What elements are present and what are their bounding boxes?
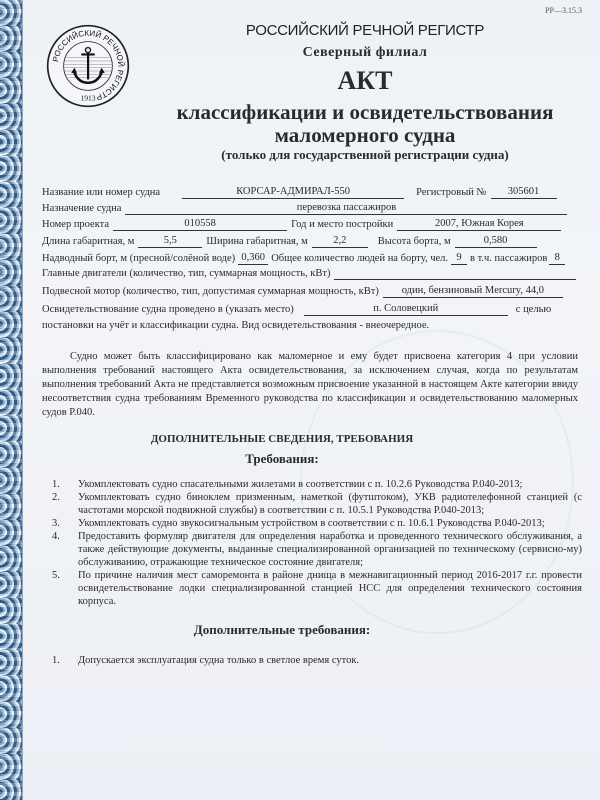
length-label: Длина габаритная, м — [42, 236, 135, 247]
extra-requirement-item — [52, 654, 582, 667]
requirement-number: 5. — [52, 570, 60, 581]
people-on-board-label: Общее количество людей на борту, чел. — [271, 253, 449, 264]
freeboard-value: 0,360 — [238, 252, 268, 265]
document-code: РР—3.15.3 — [545, 6, 582, 15]
passengers-value: 8 — [549, 252, 565, 265]
additional-info-heading: ДОПОЛНИТЕЛЬНЫЕ СВЕДЕНИЯ, ТРЕБОВАНИЯ — [150, 433, 414, 445]
project-number-value: 010558 — [113, 218, 287, 231]
people-on-board-value: 9 — [451, 252, 467, 265]
branch-name: Северный филиал — [302, 45, 428, 60]
width-value: 2,2 — [312, 235, 368, 248]
requirements-list — [52, 478, 582, 608]
requirement-text: Укомплектовать судно спасательными жилетами в соответствии с п. 10.2.6 Руководства Р.040-2013; — [78, 479, 523, 490]
vessel-purpose-row — [42, 202, 571, 215]
outboard-motor-value: один, бензиновый Mercury, 44,0 — [383, 285, 563, 298]
build-year-place-value: 2007, Южная Корея — [397, 218, 561, 231]
requirements-heading: Требования: — [245, 451, 319, 466]
survey-place-label: Освидетельствование судна проведено в (указать место) — [42, 304, 294, 315]
requirement-item — [52, 491, 582, 517]
seal-year: 1913 — [80, 93, 96, 103]
survey-purpose-suffix: с целью — [515, 304, 552, 315]
requirement-number: 1. — [52, 479, 60, 490]
requirement-number: 1. — [52, 655, 60, 666]
vessel-name-row — [42, 186, 561, 199]
classification-paragraph: Судно может быть классифицировано как маломерное и ему будет присвоена категория 4 при условии выполнения требований настоящего Акта освидетельствования, за исключением случая, когда по результатам выполнения требований Акта не представляется возможным присвоение указанной в настоящем Акте категории ввиду несоответствия судна требованиям Временного руководства по классификации и освидетельствованию маломерных судов Р.040. — [42, 351, 578, 418]
extra-requirements-heading: Дополнительные требования: — [193, 622, 371, 637]
project-number-label: Номер проекта — [42, 219, 110, 230]
seal-ring-text: РОССИЙСКИЙ РЕЧНОЙ РЕГИСТР — [51, 28, 126, 102]
requirement-item — [52, 478, 582, 491]
main-engines-label: Главные двигатели (количество, тип, суммарная мощность, кВт) — [42, 268, 331, 279]
requirement-item — [52, 569, 582, 608]
vessel-purpose-value: перевозка пассажиров — [125, 202, 567, 215]
security-border — [0, 0, 23, 800]
requirement-item — [52, 517, 582, 530]
requirement-text: Укомплектовать судно биноклем призменным, наметкой (футштоком), УКВ радиотелефонной станцией (с частотами морской подвижной службы) в соответствии с п. 10.5.1 Руководства Р.040-2013; — [78, 492, 582, 516]
requirement-text: Допускается эксплуатация судна только в светлое время суток. — [78, 655, 360, 666]
outboard-motor-label: Подвесной мотор (количество, тип, допустимая суммарная мощность, кВт) — [42, 286, 379, 297]
dimensions-row — [42, 235, 541, 248]
vessel-name-value: КОРСАР-АДМИРАЛ-550 — [182, 186, 404, 199]
survey-type-text: постановки на учёт и классификации судна. Вид освидетельствования - внеочередное. — [42, 320, 430, 331]
organization-name: РОССИЙСКИЙ РЕЧНОЙ РЕГИСТР — [245, 22, 485, 39]
document-type: АКТ — [337, 66, 393, 95]
freeboard-label: Надводный борт, м (пресной/солёной воде) — [42, 253, 236, 264]
registry-number-value: 305601 — [491, 186, 557, 199]
vessel-purpose-label: Назначение судна — [42, 203, 122, 214]
requirement-number: 4. — [52, 531, 60, 542]
requirement-text: Укомплектовать судно звукосигнальным устройством в соответствии с п. 10.6.1 Руководства Р.040-2013; — [78, 518, 545, 529]
height-value: 0,580 — [455, 235, 537, 248]
freeboard-row — [42, 252, 567, 265]
height-label: Высота борта, м — [377, 236, 451, 247]
requirement-text: По причине наличия мест саморемонта в районе днища в межнавигационный период 2016-2017 г.г. провести освидетельствование лодки специализированной станцией НСС для определения технического состояния корпуса. — [78, 570, 582, 607]
document-title-line2: маломерного судна — [274, 123, 456, 147]
register-seal-logo — [46, 24, 130, 108]
main-engines-row — [42, 268, 580, 280]
extra-requirements-list — [52, 654, 582, 667]
document-title-line1: классификации и освидетельствования — [176, 100, 554, 124]
outboard-motor-row — [42, 285, 567, 298]
survey-type-row — [42, 320, 429, 332]
requirement-number: 2. — [52, 492, 60, 503]
registry-number-label: Регистровый № — [416, 187, 487, 198]
passengers-label: в т.ч. пассажиров — [470, 253, 548, 264]
survey-place-row — [42, 303, 551, 316]
document-subtitle: (только для государственной регистрации судна) — [221, 147, 509, 162]
main-engines-value — [334, 279, 576, 280]
requirement-number: 3. — [52, 518, 60, 529]
build-year-place-label: Год и место постройки — [291, 219, 394, 230]
requirement-item — [52, 530, 582, 569]
length-value: 5,5 — [138, 235, 202, 248]
project-row — [42, 218, 565, 231]
width-label: Ширина габаритная, м — [206, 236, 308, 247]
requirement-text: Предоставить формуляр двигателя для определения наработка и проведенного технического обслуживания, а также действующие документы, выданные специализированной организацией по техническому (сервисно-му) обслуживанию, отражающие техническое состояние двигателя; — [78, 531, 582, 568]
vessel-name-label: Название или номер судна — [42, 187, 161, 198]
survey-place-value: п. Соловецкий — [304, 303, 508, 316]
